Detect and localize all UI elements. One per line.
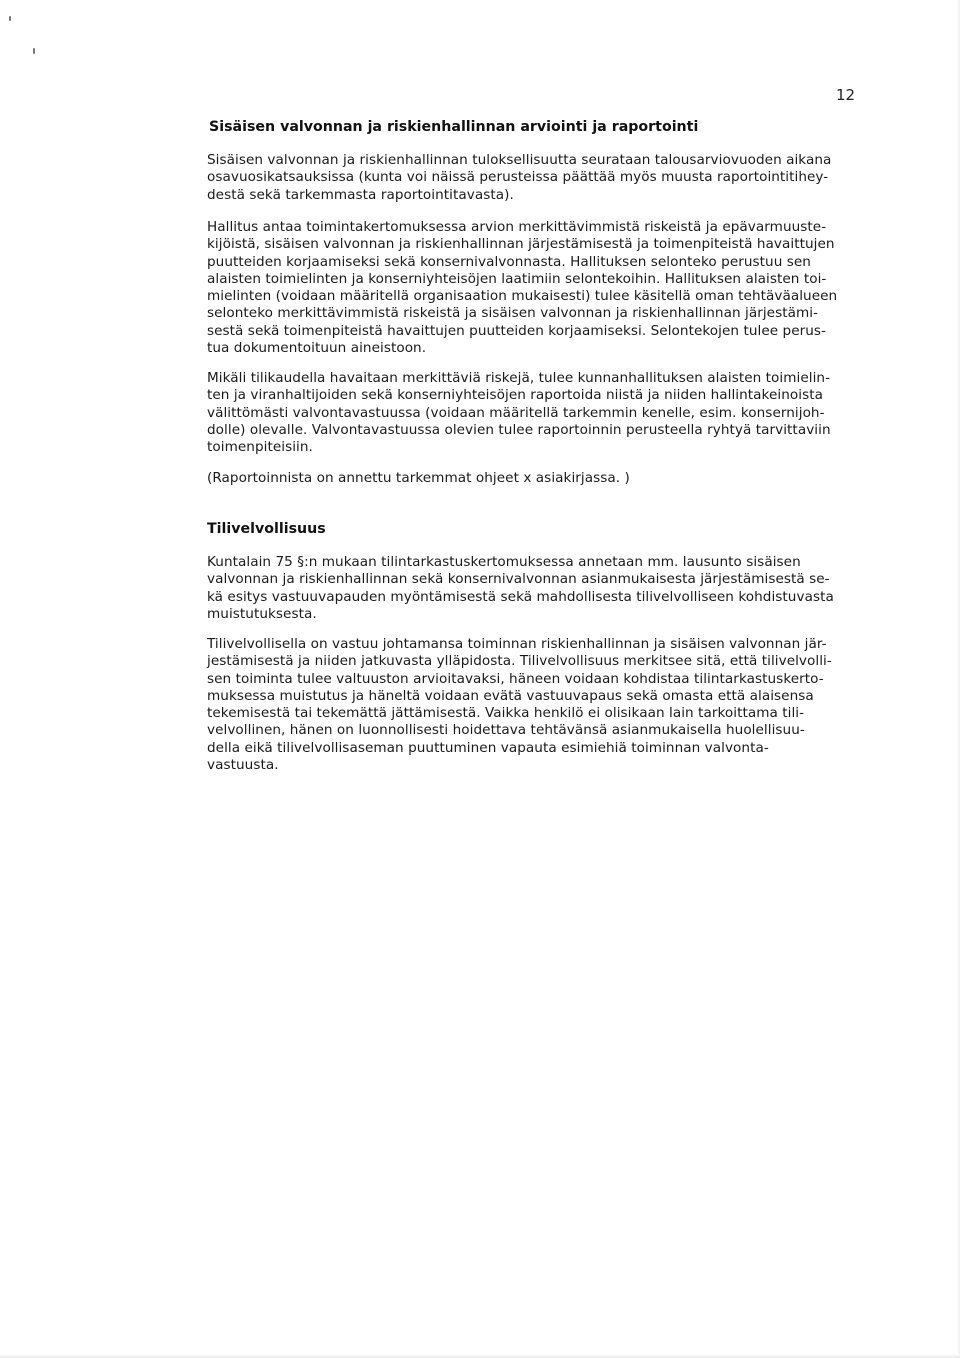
paragraph-risk-reporting	[207, 370, 867, 456]
text-line: kijöistä, sisäisen valvonnan ja riskienhallinnan järjestämisestä ja toimenpiteistä havaittujen	[207, 236, 835, 253]
text-line: osavuosikatsauksissa (kunta voi näissä perusteissa päättää myös muusta raportointitihey-	[207, 169, 829, 186]
paragraph-reporting-note	[207, 470, 867, 487]
text-line: Tilivelvollisella on vastuu johtamansa toiminnan riskienhallinnan ja sisäisen valvonnan jär-	[207, 636, 827, 652]
text-line: Mikäli tilikaudella havaitaan merkittäviä riskejä, tulee kunnanhallituksen alaisten toimielin-	[207, 370, 831, 386]
text-line: Sisäisen valvonnan ja riskienhallinnan tuloksellisuutta seurataan talousarviovuoden aikana	[207, 152, 832, 168]
text-line: kä esitys vastuuvapauden myöntämisestä sekä mahdollisesta tilivelvolliseen kohdistuvasta	[207, 588, 834, 605]
text-line: muksessa muistutus ja häneltä voidaan evätä vastuuvapaus sekä omasta että alaisensa	[207, 687, 814, 704]
text-line: sen toiminta tulee valtuuston arvioitavaksi, häneen voidaan kohdistaa tilintarkastuskerto-	[207, 670, 824, 687]
paragraph-accountable-person	[207, 636, 867, 774]
scan-speck	[9, 16, 11, 21]
text-line: puutteiden korjaamiseksi sekä konsernivalvonnasta. Hallituksen selonteko perustuu sen	[207, 253, 811, 270]
text-line: tua dokumentoituun aineistoon.	[207, 340, 427, 357]
text-line: destä sekä tarkemmasta raportointitavasta).	[207, 186, 514, 203]
page-number: 12	[836, 86, 856, 104]
section-heading-accountability: Tilivelvollisuus	[207, 521, 326, 537]
paragraph-board-report	[207, 219, 867, 357]
text-line: Hallitus antaa toimintakertomuksessa arvion merkittävimmistä riskeistä ja epävarmuuste-	[207, 219, 827, 235]
text-line: välittömästi valvontavastuussa (voidaan määritellä tarkemmin kenelle, esim. konsernijoh-	[207, 404, 825, 421]
scan-speck	[33, 48, 35, 54]
text-line: velvollinen, hänen on luonnollisesti hoidettava tehtävänsä asianmukaisella huolellisuu-	[207, 722, 805, 739]
text-line: Kuntalain 75 §:n mukaan tilintarkastuskertomuksessa annetaan mm. lausunto sisäisen	[207, 554, 801, 570]
text-line: selonteko merkittävimmistä riskeistä ja sisäisen valvonnan ja riskienhallinnan järjestämi-	[207, 305, 819, 322]
text-line: ten ja viranhaltijoiden sekä konserniyhteisöjen raportoida niistä ja niiden hallintakeinoista	[207, 387, 823, 404]
text-line: alaisten toimielinten ja konserniyhteisöjen laatimiin selontekoihin. Hallituksen alaisten toi-	[207, 270, 827, 287]
text-line: muistutuksesta.	[207, 605, 317, 622]
scan-edge-shadow	[0, 1354, 960, 1358]
section-heading-internal-control: Sisäisen valvonnan ja riskienhallinnan arviointi ja raportointi	[209, 119, 699, 135]
text-line: (Raportoinnista on annettu tarkemmat ohjeet x asiakirjassa. )	[207, 470, 630, 486]
text-line: jestämisestä ja niiden jatkuvasta ylläpidosta. Tilivelvollisuus merkitsee sitä, että tilivelvolli-	[207, 653, 832, 670]
text-line: tekemisestä tai tekemättä jättämisestä. Vaikka henkilö ei olisikaan lain tarkoittama tili-	[207, 705, 805, 722]
text-line: dolle) olevalle. Valvontavastuussa olevien tulee raportoinnin perusteella ryhtyä tarvittaviin	[207, 421, 831, 438]
text-line: valvonnan ja riskienhallinnan sekä konsernivalvonnan asianmukaisesta järjestämisestä se-	[207, 571, 830, 588]
paragraph-monitoring	[207, 152, 867, 204]
text-line: sestä sekä toimenpiteistä havaittujen puutteiden korjaamiseksi. Selontekojen tulee perus-	[207, 322, 827, 339]
text-line: della eikä tilivelvollisaseman puuttuminen vapauta esimiehiä toiminnan valvonta-	[207, 739, 769, 756]
text-line: mielinten (voidaan määritellä organisaation mukaisesti) tulee käsitellä oman tehtäväalueen	[207, 288, 838, 305]
text-line: toimenpiteisiin.	[207, 439, 313, 456]
text-line: vastuusta.	[207, 757, 279, 774]
paragraph-municipal-act	[207, 554, 867, 623]
